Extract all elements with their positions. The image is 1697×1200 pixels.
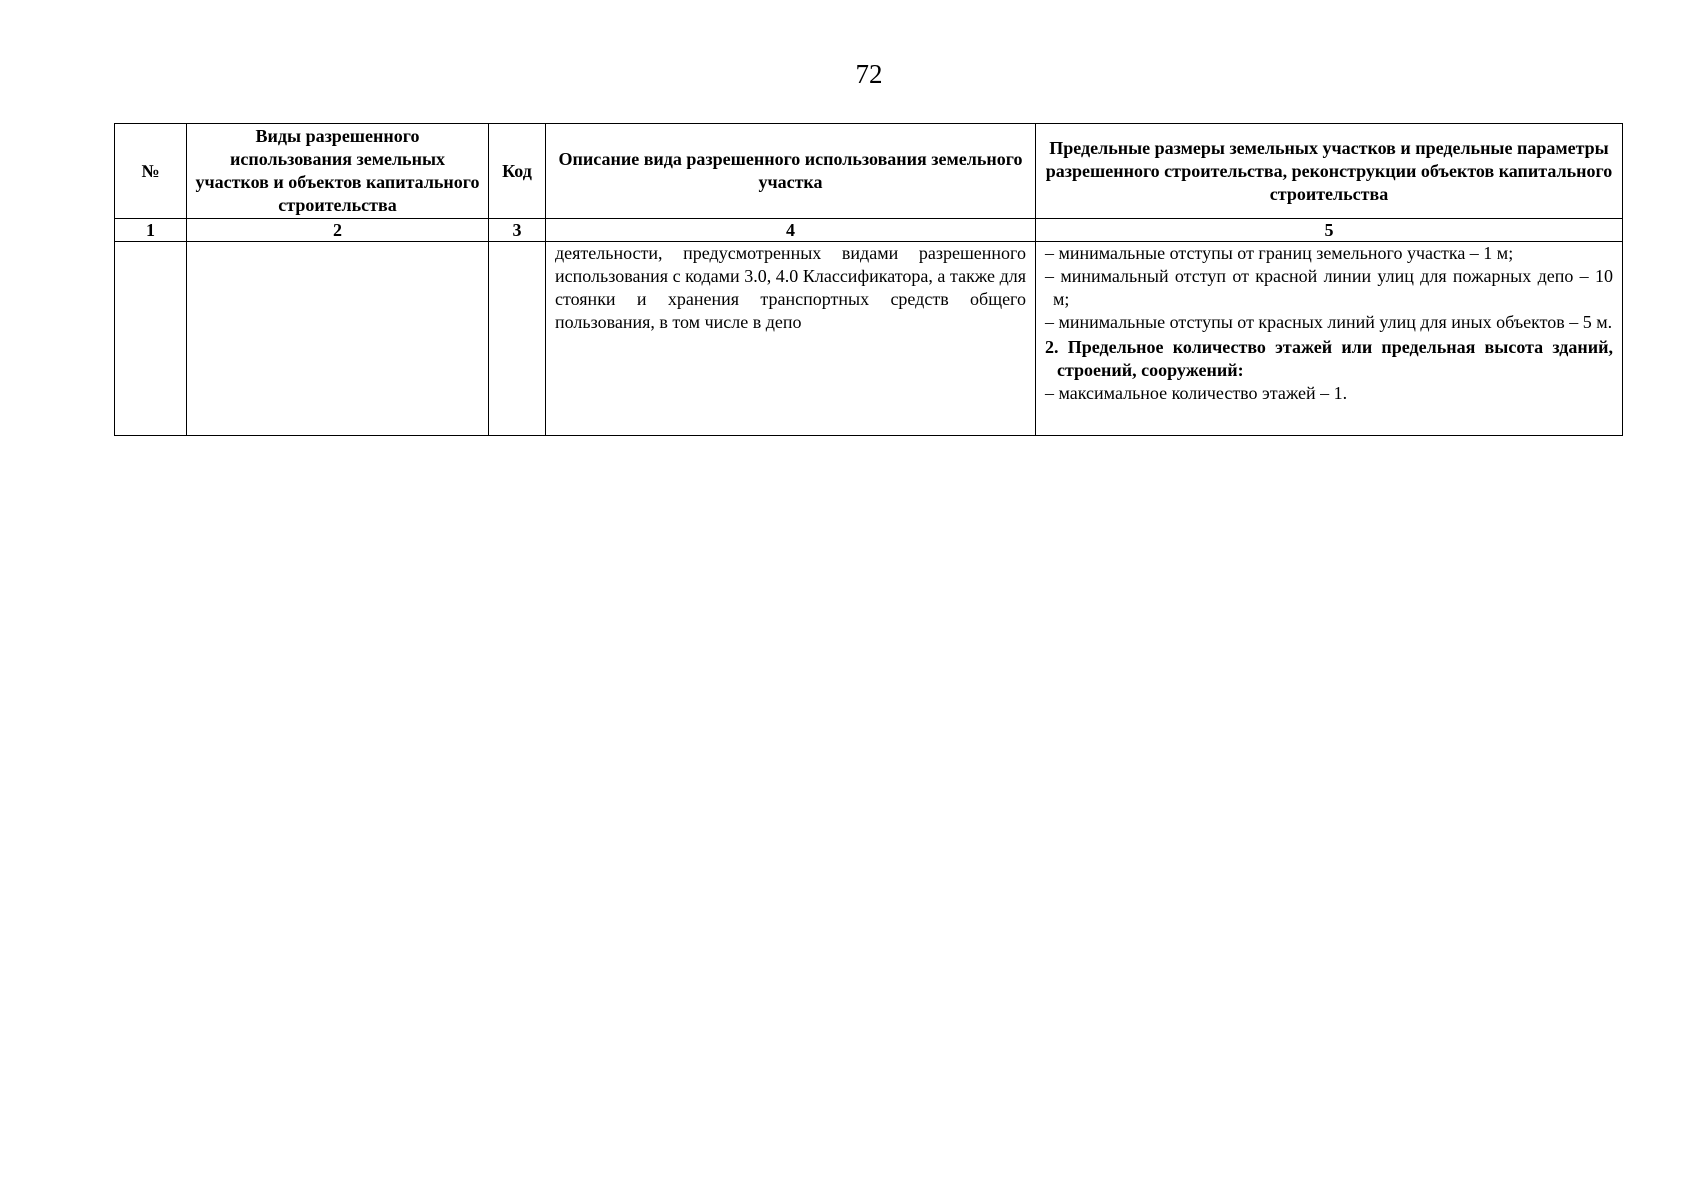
header-code: Код — [489, 124, 546, 219]
column-number: 2 — [187, 219, 489, 242]
parameter-item: – максимальное количество этажей – 1. — [1045, 383, 1348, 403]
parameters-heading: 2. Предельное количество этажей или предельная высота зданий, строений, сооружений: — [1045, 337, 1613, 380]
column-number: 5 — [1036, 219, 1623, 242]
page-number: 72 — [855, 59, 883, 89]
parameters-list — [1045, 242, 1613, 334]
description-text: деятельности, предусмотренных видами разрешенного использования с кодами 3.0, 4.0 Классификатора, а также для стоянки и хранения транспортных средств общего пользования, в том числе в депо — [555, 243, 1026, 332]
column-numbers-row — [115, 219, 1623, 242]
column-number: 1 — [115, 219, 187, 242]
parameter-item: – минимальные отступы от границ земельного участка – 1 м; — [1045, 243, 1514, 263]
cell-description — [546, 242, 1036, 436]
table-header-row — [115, 124, 1623, 219]
cell-parameters — [1036, 242, 1623, 436]
parameter-item: – минимальный отступ от красной линии улиц для пожарных депо – 10 м; — [1045, 266, 1613, 309]
table-row — [115, 242, 1623, 436]
column-number: 3 — [489, 219, 546, 242]
cell-no — [115, 242, 187, 436]
column-number: 4 — [546, 219, 1036, 242]
land-use-table — [114, 123, 1623, 436]
header-parameters: Предельные размеры земельных участков и предельные параметры разрешенного строительства, реконструкции объектов капитального строительства — [1036, 124, 1623, 219]
cell-code — [489, 242, 546, 436]
header-no: № — [115, 124, 187, 219]
header-types: Виды разрешенного использования земельных участков и объектов капитального строительства — [187, 124, 489, 219]
parameter-item: – минимальные отступы от красных линий улиц для иных объектов – 5 м. — [1045, 312, 1613, 332]
cell-type — [187, 242, 489, 436]
header-description: Описание вида разрешенного использования земельного участка — [546, 124, 1036, 219]
parameters-list-after — [1045, 382, 1613, 405]
